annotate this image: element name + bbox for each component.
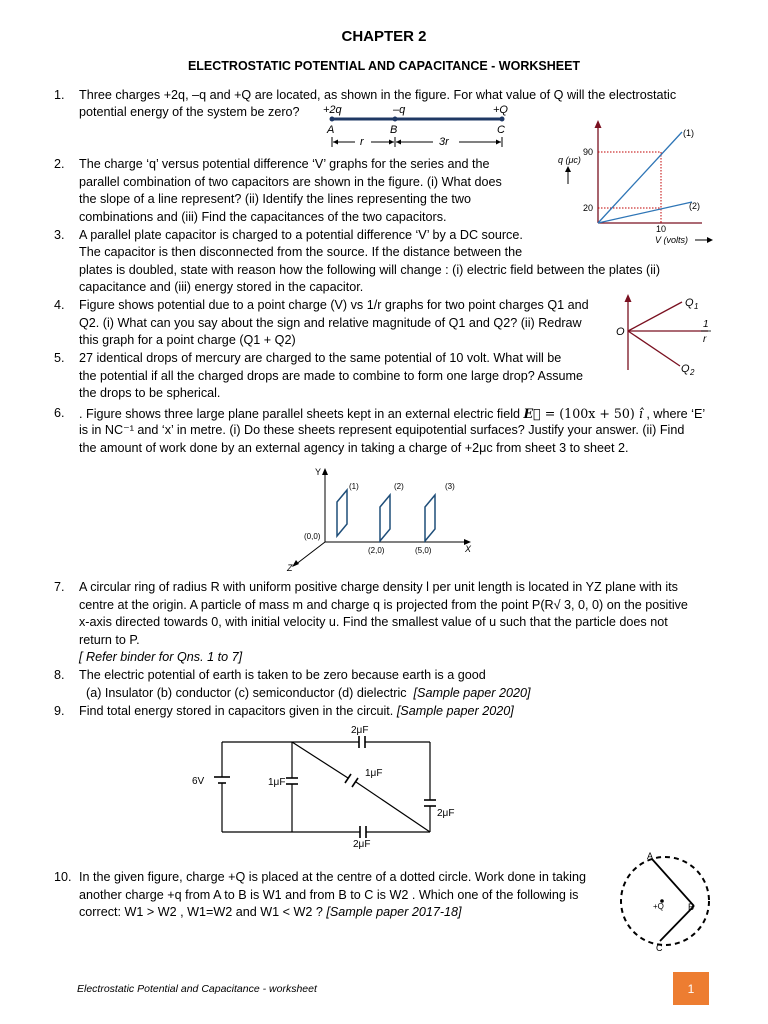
question-2-line: the slope of a line represent? (ii) Identify the lines representing the two [79,192,472,206]
question-7-line: centre at the origin. A particle of mass m and charge q is projected from the point P(R√ 3, 0, 0) on the positive [79,598,688,612]
y-axis-label: q (μc) [558,155,581,165]
x-tick-label: 10 [656,224,667,234]
q1-subscript: 1 [694,302,699,311]
question-number: 3. [54,228,65,242]
v-vs-inverse-r-graph [612,290,716,380]
question-number: 6. [54,406,65,420]
point-c-label: C [656,943,663,953]
question-number: 4. [54,298,65,312]
point-label: A [327,124,335,136]
question-10-line [79,904,462,921]
center-charge-label: +Q [653,902,664,911]
point-label: B [390,124,398,136]
sheet-label: (3) [445,482,455,491]
question-3-line: A parallel plate capacitor is charged to a potential difference ‘V’ by a DC source. [79,228,523,242]
question-6-line: is in NC⁻¹ and ‘x’ in metre. (i) Do these sheets represent equipotential surfaces? Justify your answer. (ii) Find [79,423,685,437]
question-4-line: Q2. (i) What can you say about the sign and relative magnitude of Q1 and Q2? (ii) Redraw [79,316,582,330]
capacitor-label: 1μF [268,777,286,788]
question-number: 10. [54,870,72,884]
question-3-line: The capacitor is then disconnected from the source. If the distance between the [79,245,523,259]
source-note: [Sample paper 2017-18] [326,905,462,919]
question-10-line: another charge +q from A to B is W1 and from B to C is W2 . Which one of the following is [79,888,579,902]
question-1-line: potential energy of the system be zero? [79,105,300,119]
x-axis-numerator: 1 [703,319,709,330]
question-2-line: combinations and (iii) Find the capacitances of the two capacitors. [79,210,447,224]
q2-label: Q [681,363,690,375]
origin-label: O [616,326,625,338]
distance-label: r [360,136,364,148]
charge-label: –q [393,104,406,116]
x-axis-label: X [465,544,472,554]
line-label: (1) [683,128,694,138]
unit-vector-i: î [638,406,643,421]
coordinate-label: (2,0) [368,546,385,555]
three-charges-figure [315,102,515,150]
capacitor-label: 2μF [437,808,455,819]
question-6-line [79,405,705,423]
question-2-line: The charge ‘q’ versus potential difference ‘V’ graphs for the series and the [79,157,490,171]
electric-field-vector: E⃗ [523,406,541,421]
capacitor-circuit [188,722,468,850]
q10-text: correct: W1 > W2 , W1=W2 and W1 < W2 ? [79,905,327,919]
question-7-line: A circular ring of radius R with uniform positive charge density l per unit length is located in YZ plane with its [79,580,678,594]
q-vs-v-graph [552,118,718,250]
question-8-line [79,685,530,702]
field-expression: = (100x + 50) [540,406,639,421]
capacitor-label: 2μF [351,725,369,736]
capacitor-label: 1μF [365,768,383,779]
parallel-sheets-figure [285,462,485,577]
worksheet-subtitle: ELECTROSTATIC POTENTIAL AND CAPACITANCE - WORKSHEET [187,59,581,73]
question-6-line: the amount of work done by an external agency in taking a charge of +2μc from sheet 3 to sheet 2. [79,441,629,455]
question-5-line: the potential if all the charged drops are made to combine to form one large drop? Assume [79,369,584,383]
q6-where: , where ‘E’ [642,407,706,421]
x-axis-denominator: r [703,334,707,345]
question-4-line: Figure shows potential due to a point charge (V) vs 1/r graphs for two point charges Q1 and [79,298,589,312]
source-note: [Sample paper 2020] [413,686,531,700]
q1-label: Q [685,297,694,309]
line-label: (2) [689,201,700,211]
question-8-line: The electric potential of earth is taken to be zero because earth is a good [79,668,486,682]
question-number: 1. [54,88,65,102]
charge-label: +2q [323,104,342,116]
distance-label: 3r [439,136,449,148]
page-footer: Electrostatic Potential and Capacitance - worksheet [77,983,317,995]
y-tick-label: 90 [583,147,594,157]
dotted-circle-figure [612,848,718,954]
coordinate-label: (0,0) [304,532,321,541]
emf-label: 6V [192,776,205,787]
binder-note: [ Refer binder for Qns. 1 to 7] [79,650,243,664]
q2-subscript: 2 [690,368,695,377]
y-tick-label: 20 [583,203,594,213]
question-number: 7. [54,580,65,594]
capacitor-label: 2μF [353,839,371,850]
question-3-line: capacitance and (iii) energy stored in the capacitor. [79,280,364,294]
question-9-line [79,703,514,720]
question-2-line: parallel combination of two capacitors are shown in the figure. (i) What does [79,175,502,189]
question-number: 5. [54,351,65,365]
coordinate-label: (5,0) [415,546,432,555]
question-number: 9. [54,704,65,718]
z-axis-label: Z [287,563,293,573]
point-b-label: B [688,902,695,912]
sheet-label: (1) [349,482,359,491]
source-note: [Sample paper 2020] [396,704,514,718]
question-5-line: the drops to be spherical. [79,386,221,400]
point-a-label: A [647,851,654,861]
q9-text: Find total energy stored in capacitors given in the circuit. [79,704,397,718]
question-3-line: plates is doubled, state with reason how the following will change : (i) electric field between the plates (ii) [79,263,661,277]
sheet-label: (2) [394,482,404,491]
charge-label: +Q [493,104,508,116]
page-number: 1 [673,972,709,1005]
y-axis-label: Y [315,467,322,477]
q6-text: . Figure shows three large plane parallel sheets kept in an external electric field [79,407,521,421]
question-7-line: return to P. [79,633,140,647]
point-label: C [497,124,505,136]
question-7-line: x-axis directed towards 0, with initial velocity u. Find the smallest value of u such that the particle does not [79,615,668,629]
x-axis-label: V (volts) [655,235,689,245]
q8-options: (a) Insulator (b) conductor (c) semiconductor (d) dielectric [79,686,414,700]
question-number: 2. [54,157,65,171]
question-10-line: In the given figure, charge +Q is placed at the centre of a dotted circle. Work done in taking [79,870,586,884]
question-1-line: Three charges +2q, –q and +Q are located, as shown in the figure. For what value of Q will the electrostatic [79,88,677,102]
question-4-line: this graph for a point charge (Q1 + Q2) [79,333,296,347]
question-number: 8. [54,668,65,682]
question-5-line: 27 identical drops of mercury are charged to the same potential of 10 volt. What will be [79,351,562,365]
chapter-title: CHAPTER 2 [341,28,427,45]
